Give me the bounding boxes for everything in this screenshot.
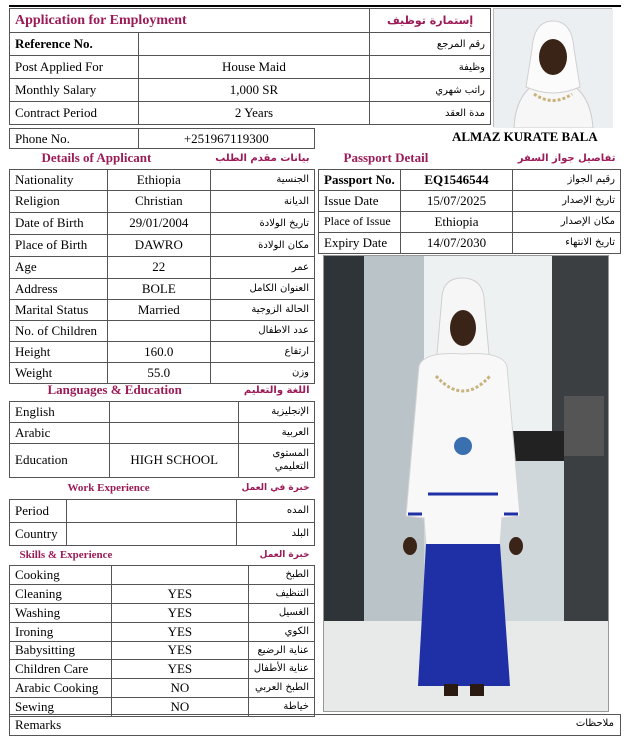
arabic-value (110, 422, 239, 443)
phone-table (9, 128, 315, 149)
washing-value: YES (111, 603, 248, 622)
passport-no-value: EQ1546544 (400, 169, 512, 190)
cleaning-value: YES (111, 584, 248, 603)
age-label-ar: عمر (210, 256, 314, 278)
arabic-label: Arabic (10, 422, 110, 443)
sewing-label: Sewing (10, 697, 112, 716)
dob-label-ar: تاريخ الولادة (210, 212, 314, 234)
applicant-photo-small (493, 8, 612, 127)
country-label: Country (10, 522, 67, 545)
english-label: English (10, 401, 110, 422)
work-table (9, 477, 315, 546)
children-label-ar: عدد الاطفال (210, 320, 314, 341)
english-value (110, 401, 239, 422)
header-table (9, 8, 491, 125)
children-care-label: Children Care (10, 659, 112, 678)
remarks-label: Remarks (15, 717, 62, 732)
place-of-issue-label-ar: مكان الإصدار (513, 211, 621, 232)
education-label-ar-line2: التعليمي (274, 461, 309, 472)
issue-date-value: 15/07/2025 (400, 190, 512, 211)
cleaning-label: Cleaning (10, 584, 112, 603)
children-care-label-ar: عناية الأطفال (248, 659, 314, 678)
passport-no-label-ar: رقيم الجواز (513, 169, 621, 190)
applicant-heading-ar: بيانات مقدم الطلب (215, 152, 310, 164)
english-label-ar: الإنجليزية (239, 401, 315, 422)
salary-value: 1,000 SR (138, 79, 369, 102)
height-label: Height (10, 341, 108, 362)
passport-table (318, 148, 621, 254)
form-title-ar: إستمارة توظيف (370, 9, 491, 33)
height-value: 160.0 (107, 341, 210, 362)
applicant-heading: Details of Applicant (41, 150, 152, 166)
post-label-ar: وظيفة (370, 56, 491, 79)
salary-label: Monthly Salary (10, 79, 139, 102)
address-value: BOLE (107, 278, 210, 299)
post-value: House Maid (138, 56, 369, 79)
marital-label-ar: الحالة الزوجية (210, 299, 314, 320)
babysitting-value: YES (111, 641, 248, 659)
arabic-cooking-label: Arabic Cooking (10, 678, 112, 697)
marital-value: Married (107, 299, 210, 320)
place-of-issue-value: Ethiopia (400, 211, 512, 232)
phone-label: Phone No. (10, 129, 139, 149)
salary-label-ar: راتب شهري (370, 79, 491, 102)
dob-label: Date of Birth (10, 212, 108, 234)
religion-label: Religion (10, 190, 108, 212)
education-label: Education (10, 443, 110, 477)
contract-value: 2 Years (138, 102, 369, 125)
washing-label-ar: الغسيل (248, 603, 314, 622)
contract-label: Contract Period (10, 102, 139, 125)
ironing-value: YES (111, 622, 248, 641)
passport-heading: Passport Detail (343, 150, 429, 166)
contract-label-ar: مدة العقد (370, 102, 491, 125)
pob-label: Place of Birth (10, 234, 108, 256)
cooking-label: Cooking (10, 565, 112, 584)
form-title: Application for Employment (10, 9, 370, 33)
children-label: No. of Children (10, 320, 108, 341)
height-label-ar: ارتفاع (210, 341, 314, 362)
nationality-label: Nationality (10, 169, 108, 190)
applicant-name: ALMAZ KURATE BALA (452, 129, 598, 144)
country-label-ar: البلد (237, 522, 315, 545)
period-label-ar: المده (237, 499, 315, 522)
weight-value: 55.0 (107, 362, 210, 383)
expiry-date-value: 14/07/2030 (400, 232, 512, 253)
cooking-value (111, 565, 248, 584)
top-rule (9, 0, 621, 7)
ironing-label-ar: الكوي (248, 622, 314, 641)
education-label-ar (239, 443, 315, 477)
work-heading-ar: خبرة في العمل (241, 482, 310, 493)
education-value: HIGH SCHOOL (110, 443, 239, 477)
country-value (66, 522, 237, 545)
nationality-value: Ethiopia (107, 169, 210, 190)
expiry-date-label: Expiry Date (319, 232, 401, 253)
skills-heading-ar: خبرة العمل (259, 549, 310, 560)
religion-value: Christian (107, 190, 210, 212)
remarks-row (9, 714, 621, 736)
age-label: Age (10, 256, 108, 278)
nationality-label-ar: الجنسية (210, 169, 314, 190)
reference-label-ar: رقم المرجع (370, 33, 491, 56)
cooking-label-ar: الطبخ (248, 565, 314, 584)
issue-date-label-ar: تاريخ الإصدار (513, 190, 621, 211)
phone-value: +251967119300 (138, 129, 314, 149)
address-label: Address (10, 278, 108, 299)
applicant-photo-full (323, 255, 609, 712)
babysitting-label-ar: عناية الرضيع (248, 641, 314, 659)
skills-table (9, 545, 315, 717)
place-of-issue-label: Place of Issue (319, 211, 401, 232)
cleaning-label-ar: التنظيف (248, 584, 314, 603)
post-label: Post Applied For (10, 56, 139, 79)
arabic-label-ar: العربية (239, 422, 315, 443)
weight-label-ar: وزن (210, 362, 314, 383)
weight-label: Weight (10, 362, 108, 383)
period-label: Period (10, 499, 67, 522)
work-heading: Work Experience (67, 481, 150, 494)
religion-label-ar: الديانة (210, 190, 314, 212)
arabic-cooking-value: NO (111, 678, 248, 697)
arabic-cooking-label-ar: الطبخ العربي (248, 678, 314, 697)
skills-heading: Skills & Experience (19, 548, 113, 561)
pob-label-ar: مكان الولادة (210, 234, 314, 256)
children-care-value: YES (111, 659, 248, 678)
remarks-label-ar: ملاحظات (575, 718, 614, 729)
reference-label: Reference No. (10, 33, 139, 56)
applicant-table (9, 148, 315, 384)
sewing-label-ar: خياطة (248, 697, 314, 716)
pob-value: DAWRO (107, 234, 210, 256)
languages-heading-ar: اللغة والتعليم (243, 384, 310, 396)
period-value (66, 499, 237, 522)
languages-table (9, 380, 315, 478)
dob-value: 29/01/2004 (107, 212, 210, 234)
languages-heading: Languages & Education (47, 382, 182, 398)
ironing-label: Ironing (10, 622, 112, 641)
reference-value (138, 33, 369, 56)
issue-date-label: Issue Date (319, 190, 401, 211)
age-value: 22 (107, 256, 210, 278)
children-value (107, 320, 210, 341)
education-label-ar-line1: المستوى (272, 448, 309, 459)
passport-heading-ar: تفاصيل جواز السفر (517, 152, 616, 164)
passport-no-label: Passport No. (319, 169, 401, 190)
marital-label: Marital Status (10, 299, 108, 320)
sewing-value: NO (111, 697, 248, 716)
expiry-date-label-ar: تاريخ الانتهاء (513, 232, 621, 253)
washing-label: Washing (10, 603, 112, 622)
babysitting-label: Babysitting (10, 641, 112, 659)
address-label-ar: العنوان الكامل (210, 278, 314, 299)
